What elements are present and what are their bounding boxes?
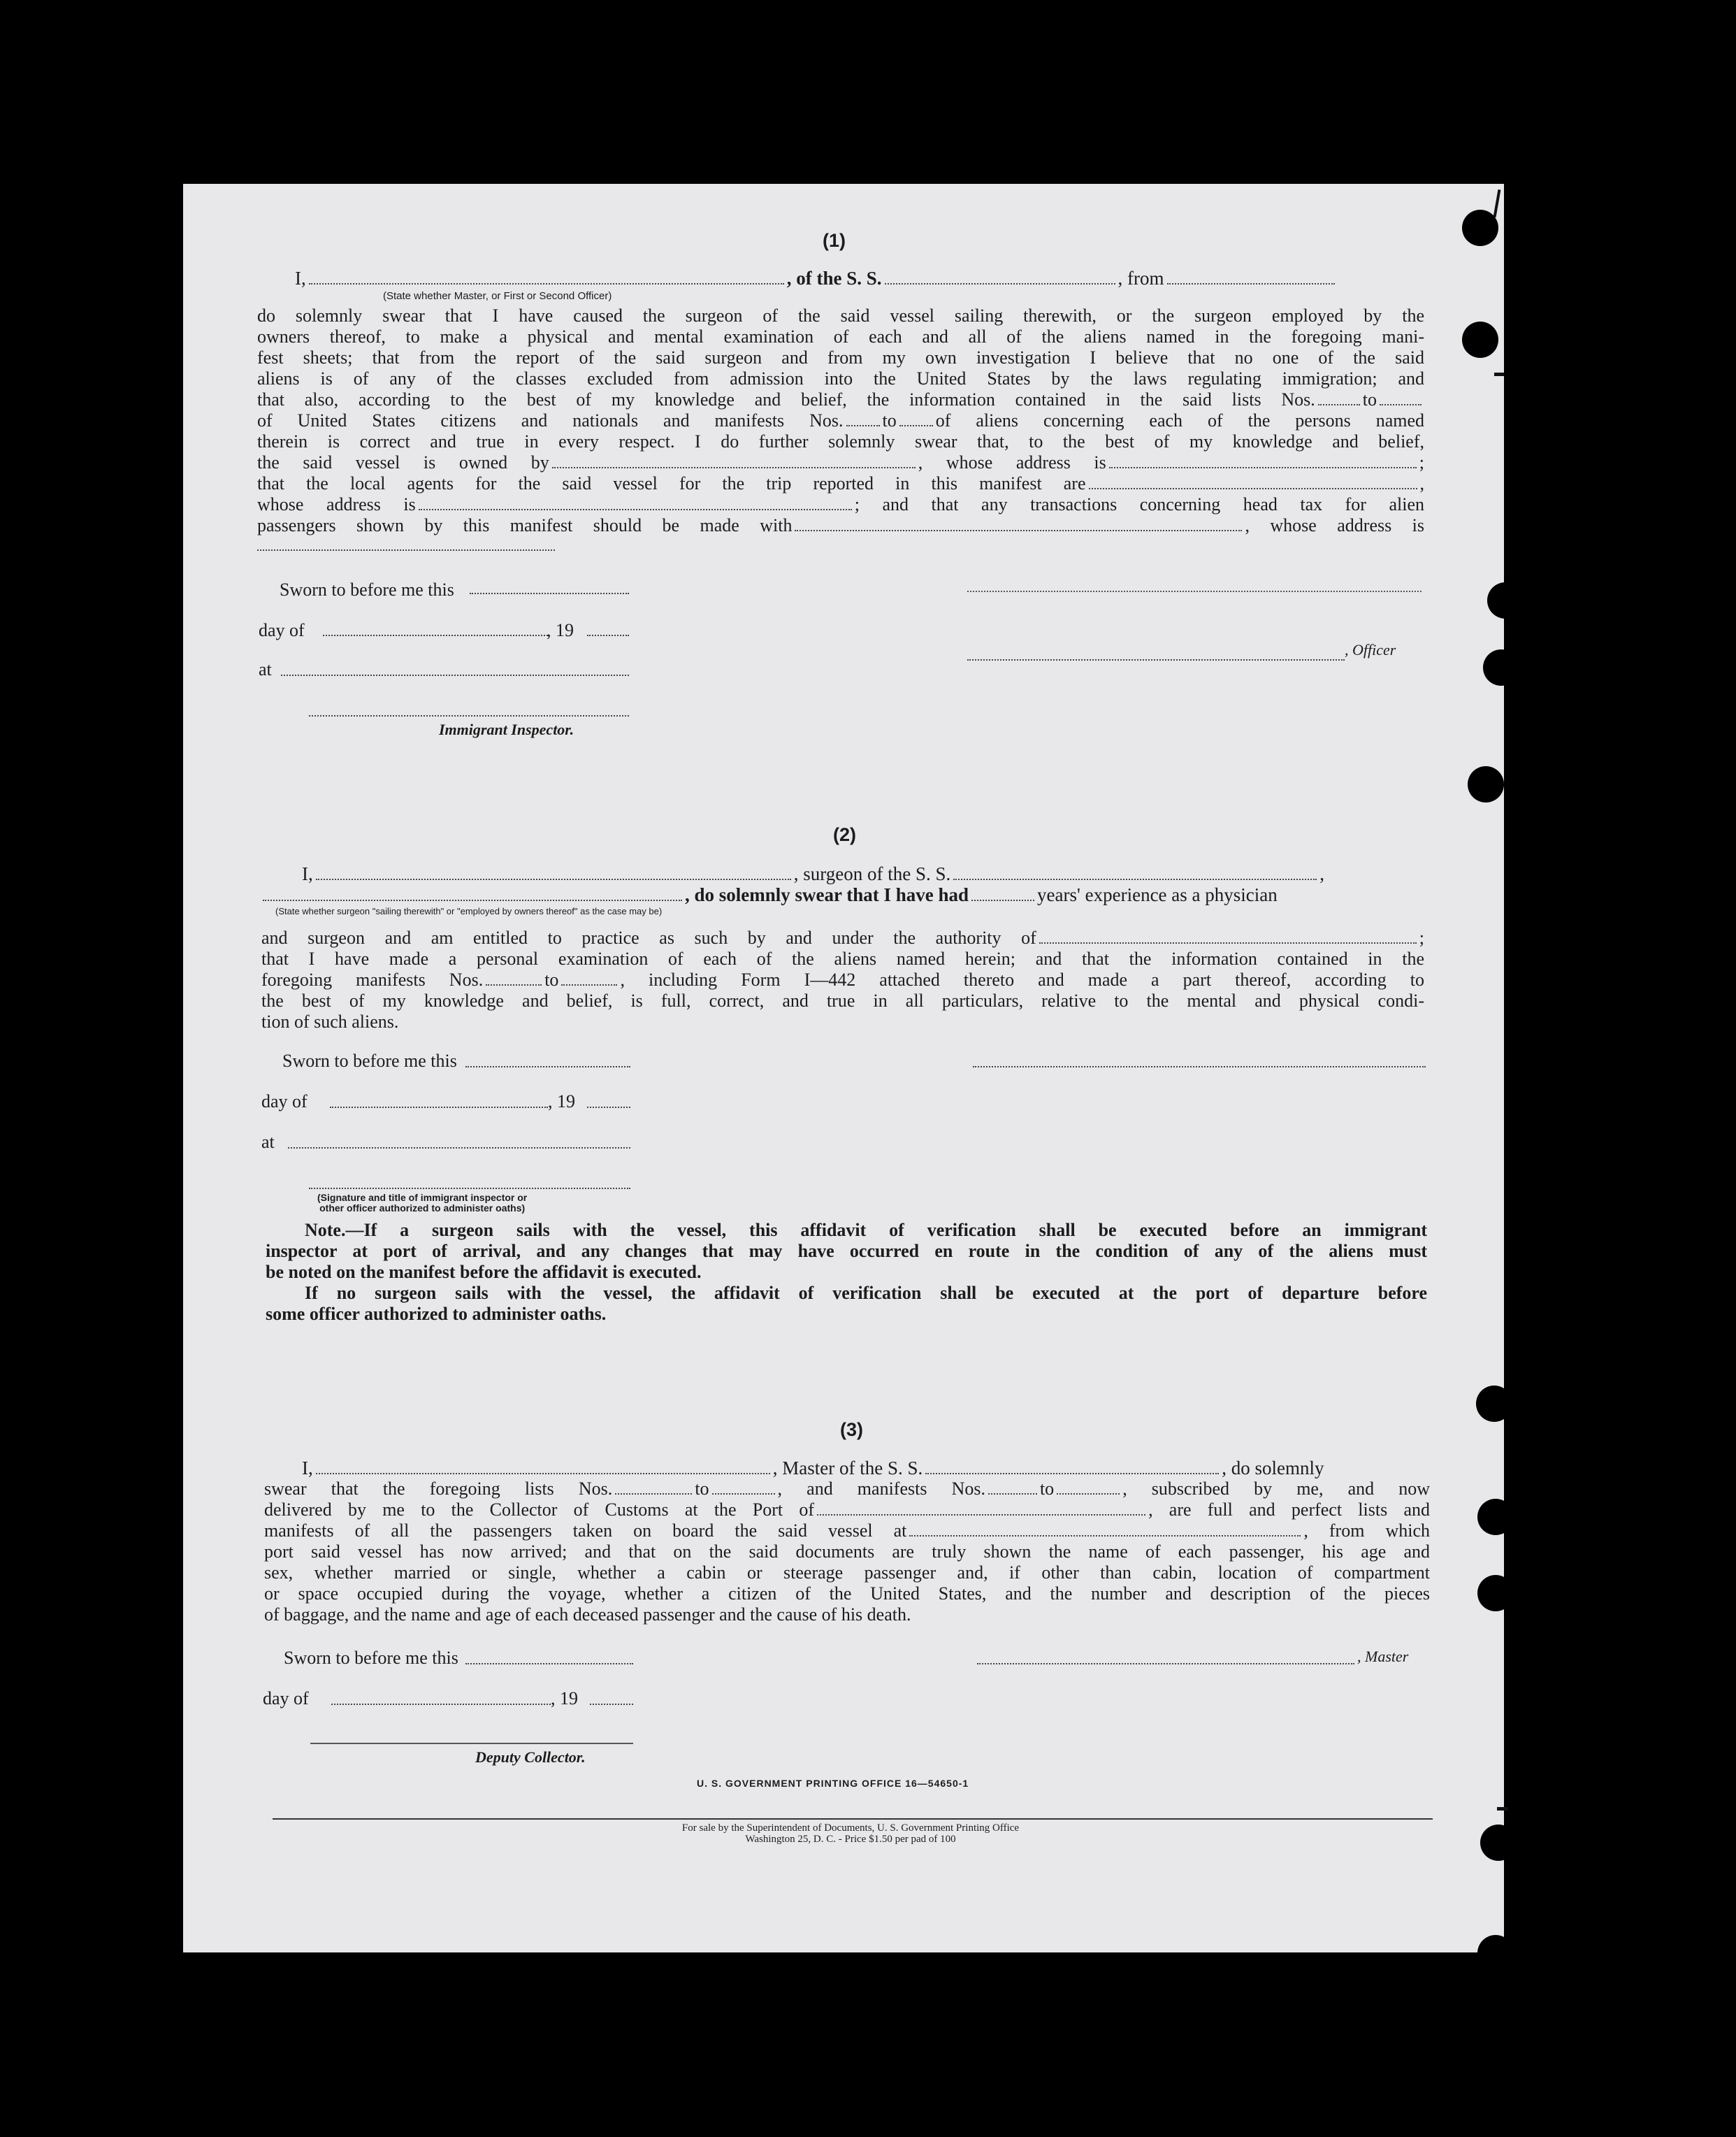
from-label: , from	[1117, 268, 1164, 289]
signature-hint-line: (Signature and title of immigrant inspector or	[317, 1192, 528, 1203]
scan-mark	[1493, 189, 1501, 217]
oath-line: aliens is of any of the classes excluded from admission into the United States by the laws regulating immigration; and	[257, 368, 1424, 389]
head-tax-contact-field[interactable]	[795, 529, 1242, 531]
officer-title-field[interactable]	[967, 659, 1345, 661]
section-3-oath-line: I, , Master of the S. S. , do solemnly	[302, 1458, 1324, 1478]
s3-manifests-to-field[interactable]	[1057, 1492, 1120, 1495]
oath-line: of United States citizens and nationals and manifests Nos. to of aliens concerning each of the persons named	[257, 410, 1424, 431]
owner-address-field[interactable]	[1109, 466, 1417, 468]
s3-lists-from-field[interactable]	[615, 1492, 692, 1495]
lists-to-field[interactable]	[1380, 403, 1422, 405]
manifests-from-field[interactable]	[846, 424, 880, 426]
section-1-number: (1)	[823, 230, 846, 251]
vessel-name-field[interactable]	[885, 282, 1115, 285]
sworn-label-2: Sworn to before me this	[282, 1051, 457, 1071]
note-line: be noted on the manifest before the affidavit is executed.	[266, 1262, 702, 1282]
scan-mark	[1494, 373, 1504, 376]
lists-from-field[interactable]	[1318, 403, 1360, 405]
surgeon-hint: (State whether surgeon "sailing therewith" or "employed by owners thereof" as the case may be)	[275, 906, 663, 916]
sworn-day-field-3[interactable]	[465, 1663, 633, 1664]
master-name-field[interactable]	[316, 1472, 770, 1474]
from-port-field[interactable]	[1167, 282, 1335, 285]
signature-hint-line: other officer authorized to administer oaths)	[319, 1202, 526, 1214]
section-3-oath-text	[264, 1478, 1430, 1625]
day-of-field-3[interactable]	[331, 1704, 551, 1705]
signature-hint-2	[317, 1193, 527, 1214]
oath-line: sex, whether married or single, whether a cabin or steerage passenger and, if other than cabin, location of compartment	[264, 1562, 1430, 1583]
punch-hole	[1462, 322, 1498, 358]
oath-line: that the local agents for the said vessel for the trip reported in this manifest are ,	[257, 473, 1424, 494]
year-label-3: , 19	[551, 1688, 578, 1708]
punch-hole	[1480, 1825, 1517, 1861]
section-2-oath-line: I, , surgeon of the S. S. ,	[302, 863, 1325, 884]
officer-label: , Officer	[1345, 641, 1396, 659]
agents-address-field[interactable]	[419, 508, 852, 510]
inspector-signature-field-2[interactable]	[309, 1188, 630, 1189]
sworn-label-1: Sworn to before me this	[280, 580, 454, 600]
day-of-field-2[interactable]	[330, 1107, 548, 1108]
year-field-2[interactable]	[587, 1107, 630, 1108]
s2-manifests-from-field[interactable]	[486, 984, 542, 986]
oath-line: fest sheets; that from the report of the said surgeon and from my own investigation I believe that no one of the said	[257, 347, 1424, 368]
oath-line: foregoing manifests Nos. to , including Form I—442 attached thereto and made a part thereof, according to	[261, 970, 1425, 990]
day-of-label-1: day of	[259, 620, 305, 640]
note-line: some officer authorized to administer oaths.	[266, 1304, 607, 1324]
pronoun-i: I,	[295, 268, 306, 289]
sworn-label-3: Sworn to before me this	[284, 1648, 458, 1668]
oath-line: whose address is ; and that any transactions concerning head tax for alien	[257, 494, 1424, 515]
oath-line: manifests of all the passengers taken on board the said vessel at , from which	[264, 1520, 1430, 1541]
master-signature-field[interactable]	[977, 1663, 1354, 1664]
of-ss-label: , of the S. S.	[786, 268, 882, 289]
punch-hole	[1468, 766, 1504, 803]
punch-hole	[1477, 1499, 1514, 1535]
footer	[574, 1822, 1127, 1845]
punch-hole	[1477, 1575, 1514, 1611]
master-label: , Master	[1357, 1648, 1409, 1665]
port-of-embarkation-field[interactable]	[909, 1534, 1301, 1537]
note-line: inspector at port of arrival, and any changes that may have occurred en route in the condition of any of the aliens must	[266, 1241, 1427, 1261]
note-line: If no surgeon sails with the vessel, the affidavit of verification shall be executed at the port of departure before	[305, 1283, 1427, 1303]
oath-line: of baggage, and the name and age of each deceased passenger and the cause of his death.	[264, 1604, 911, 1625]
years-experience-field[interactable]	[971, 899, 1034, 901]
section-2-number: (2)	[833, 824, 856, 845]
oath-line: the said vessel is owned by , whose address is ;	[257, 452, 1424, 473]
oath-line: and surgeon and am entitled to practice as such by and under the authority of ;	[261, 928, 1424, 948]
port-of-arrival-field[interactable]	[817, 1513, 1145, 1516]
section-1-oath-text	[257, 305, 1424, 536]
oath-line: that also, according to the best of my knowledge and belief, the information contained in the said lists Nos. to	[257, 389, 1424, 410]
at-label-1: at	[259, 659, 272, 679]
inspector-signature-field[interactable]	[309, 715, 629, 717]
oath-line: owners thereof, to make a physical and mental examination of each and all of the aliens named in the foregoing mani-	[257, 326, 1424, 347]
oath-line: passengers shown by this manifest should be made with , whose address is	[257, 515, 1424, 535]
day-of-label-3: day of	[263, 1688, 309, 1708]
oath-line: port said vessel has now arrived; and that on the said documents are truly shown the name of each passenger, his age and	[264, 1541, 1430, 1562]
section-2-experience-line: , do solemnly swear that I have had years' experience as a physician	[260, 884, 1278, 906]
oath-line: swear that the foregoing lists Nos. to , and manifests Nos. to , subscribed by me, and now	[264, 1478, 1431, 1499]
inspector-label: Immigrant Inspector.	[439, 721, 574, 738]
punch-hole	[1462, 210, 1498, 246]
at-label-2: at	[261, 1132, 275, 1152]
section-1-oath-line	[295, 268, 1609, 289]
surgeon-name-field[interactable]	[316, 878, 791, 880]
sworn-day-field-2[interactable]	[465, 1066, 630, 1067]
day-of-label-2: day of	[261, 1091, 308, 1111]
at-field-2[interactable]	[288, 1147, 630, 1149]
at-field-1[interactable]	[281, 675, 629, 676]
s2-manifests-to-field[interactable]	[561, 984, 617, 986]
owner-field[interactable]	[552, 466, 916, 468]
officer-signature-field[interactable]	[967, 591, 1422, 592]
oath-line: tion of such aliens.	[261, 1012, 399, 1032]
footer-rule	[273, 1818, 1433, 1820]
oath-line: delivered by me to the Collector of Customs at the Port of , are full and perfect lists and	[264, 1499, 1430, 1520]
surgeon-signature-field[interactable]	[973, 1066, 1426, 1067]
master-vessel-field[interactable]	[925, 1472, 1219, 1474]
surgeon-vessel-field[interactable]	[953, 878, 1317, 880]
head-tax-address-field[interactable]	[257, 549, 555, 551]
oath-line: or space occupied during the voyage, whether a citizen of the United States, and the number and description of the pieces	[264, 1583, 1430, 1604]
section-2-oath-text	[261, 928, 1424, 1032]
day-of-field-1[interactable]	[323, 635, 548, 636]
sworn-day-field-1[interactable]	[470, 593, 629, 594]
local-agents-field[interactable]	[1089, 487, 1417, 489]
punch-hole	[1476, 1386, 1512, 1422]
officer-name-field[interactable]	[309, 282, 784, 285]
punch-hole	[1483, 649, 1519, 686]
year-label-2: , 19	[548, 1091, 575, 1111]
officer-hint: (State whether Master, or First or Second Officer)	[383, 290, 612, 302]
s3-manifests-from-field[interactable]	[988, 1492, 1037, 1495]
year-field-3[interactable]	[590, 1704, 633, 1705]
oath-line: the best of my knowledge and belief, is full, correct, and true in all particulars, relative to the mental and physical condi-	[261, 991, 1424, 1011]
section-3-number: (3)	[840, 1419, 863, 1440]
punch-hole	[1487, 582, 1524, 619]
footer-line: Washington 25, D. C. - Price $1.50 per pad of 100	[745, 1834, 956, 1845]
note-line: Note.—If a surgeon sails with the vessel, this affidavit of verification shall be executed before an immigrant	[305, 1220, 1427, 1240]
scan-mark	[1497, 1807, 1508, 1811]
printer-line: U. S. GOVERNMENT PRINTING OFFICE 16—54650-1	[697, 1778, 969, 1789]
punch-hole	[1477, 1935, 1514, 1971]
manifests-to-field[interactable]	[899, 424, 933, 426]
note-block	[266, 1220, 1427, 1325]
year-label-1: , 19	[547, 620, 574, 640]
manifest-back-page	[183, 184, 1504, 1952]
s3-lists-to-field[interactable]	[712, 1492, 775, 1495]
authority-field[interactable]	[1039, 942, 1417, 944]
oath-line: therein is correct and true in every respect. I do further solemnly swear that, to the best of my knowledge and belief,	[257, 431, 1424, 452]
year-field-1[interactable]	[587, 635, 629, 636]
oath-line: that I have made a personal examination of each of the aliens named herein; and that the information contained in the	[261, 949, 1424, 969]
footer-line: For sale by the Superintendent of Documents, U. S. Government Printing Office	[681, 1822, 1020, 1834]
oath-line: do solemnly swear that I have caused the surgeon of the said vessel sailing therewith, or the surgeon employed by the	[257, 305, 1424, 326]
surgeon-status-field[interactable]	[263, 899, 682, 901]
collector-signature-field[interactable]	[310, 1743, 633, 1744]
collector-label: Deputy Collector.	[475, 1748, 586, 1766]
